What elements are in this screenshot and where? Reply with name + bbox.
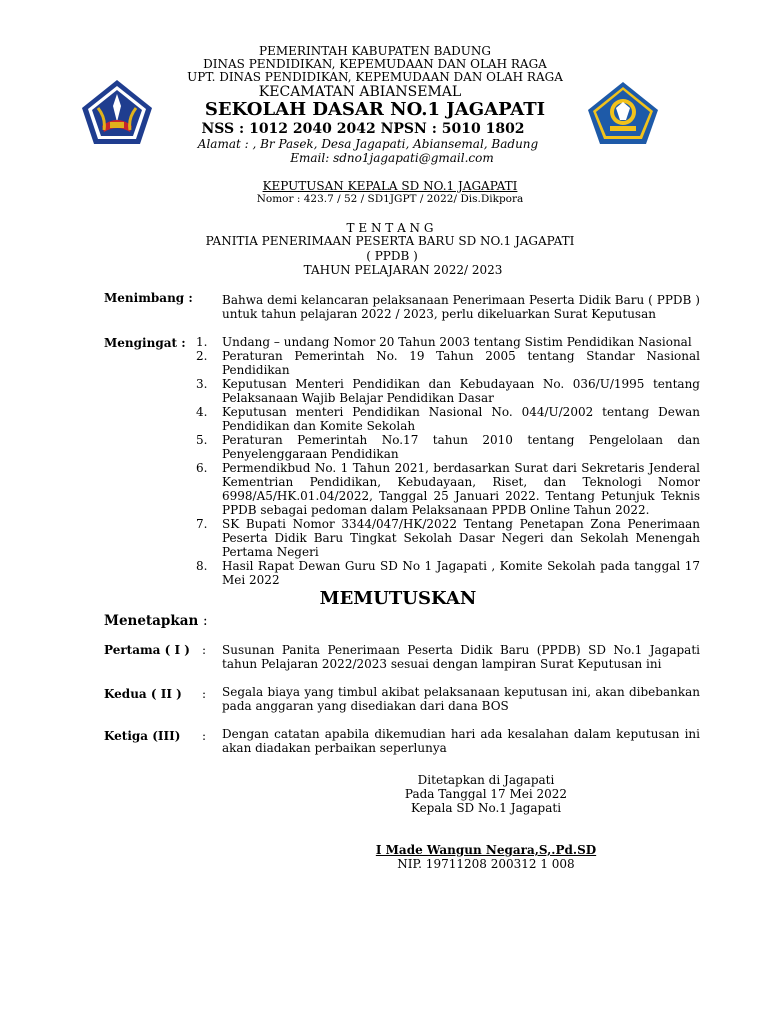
list-item: SK Bupati Nomor 3344/047/HK/2022 Tentang Penetapan Zona Penerimaan Peserta Didik Baru Tingkat Sekolah Dasar Negeri dan Sekolah Menengah Pertama Negeri [222,517,700,559]
decision-colon: : [202,643,207,657]
list-item: Keputusan Menteri Pendidikan dan Kebudayaan No. 036/U/1995 tentang Pelaksanaan Wajib Belajar Pendidikan Dasar [222,377,700,405]
list-item-number: 1. [196,335,208,349]
menimbang-text: Bahwa demi kelancaran pelaksanaan Penerimaan Peserta Didik Baru ( PPDB ) untuk tahun pelajaran 2022 / 2023, perlu dikeluarkan Surat Keputusan [222,293,700,321]
list-item: Keputusan menteri Pendidikan Nasional No. 044/U/2002 tentang Dewan Pendidikan dan Komite Sekolah [222,405,700,433]
decision-label: Pertama ( I ) [104,643,190,657]
list-item: Peraturan Pemerintah No. 19 Tahun 2005 tentang Standar Nasional Pendidikan [222,349,700,377]
decree-title: KEPUTUSAN KEPALA SD NO.1 JAGAPATI [262,179,518,193]
header-government: PEMERINTAH KABUPATEN BADUNG [259,44,491,58]
school-ids: NSS : 1012 2040 2042 NPSN : 5010 1802 [201,121,525,137]
list-item-number: 7. [196,517,208,531]
decree-subject-2: ( PPDB ) [366,249,418,263]
decision-text: Segala biaya yang timbul akibat pelaksanaan keputusan ini, akan dibebankan pada anggaran yang disediakan dari dana BOS [222,685,700,713]
decision-colon: : [202,729,207,743]
signatory-name: I Made Wangun Negara,S,.Pd.SD [375,843,597,857]
mengingat-label: Mengingat : [104,336,186,350]
list-item-number: 5. [196,433,208,447]
list-item-number: 4. [196,405,208,419]
list-item: Permendikbud No. 1 Tahun 2021, berdasarkan Surat dari Sekretaris Jenderal Kementrian Pendidikan, Kebudayaan, Riset, dan Teknologi Nomor 6998/A5/HK.01.04/2022, Tanggal 25 Januari 2022. Tentang Petunjuk Teknis PPDB sebagai pedoman dalam Pelaksanaan PPDB Online Tahun 2022. [222,461,700,517]
decision-label: Ketiga (III) [104,729,181,743]
decree-subject-1: PANITIA PENERIMAAN PESERTA BARU SD NO.1 JAGAPATI [205,234,575,248]
decision-label: Kedua ( II ) [104,687,182,701]
decree-about: T E N T A N G [346,221,434,235]
signatory-nip: NIP. 19711208 200312 1 008 [397,857,575,871]
decision-colon: : [202,687,207,701]
school-name: SEKOLAH DASAR NO.1 JAGAPATI [204,99,546,120]
school-address: Alamat : , Br Pasek, Desa Jagapati, Abiansemal, Badung [197,137,539,151]
school-email: Email: sdno1jagapati@gmail.com [290,151,494,165]
signature-date: Pada Tanggal 17 Mei 2022 [404,787,568,801]
header-upt: UPT. DINAS PENDIDIKAN, KEPEMUDAAN DAN OLAH RAGA [187,70,563,84]
menimbang-label: Menimbang : [104,291,193,305]
signature-position: Kepala SD No.1 Jagapati [410,801,562,815]
list-item-number: 8. [196,559,208,573]
list-item: Hasil Rapat Dewan Guru SD No 1 Jagapati , Komite Sekolah pada tanggal 17 Mei 2022 [222,559,700,587]
list-item: Undang – undang Nomor 20 Tahun 2003 tentang Sistim Pendidikan Nasional [222,335,692,349]
list-item-number: 3. [196,377,208,391]
decision-text: Dengan catatan apabila dikemudian hari ada kesalahan dalam keputusan ini akan diadakan perbaikan seperlunya [222,727,700,755]
list-item: Peraturan Pemerintah No.17 tahun 2010 tentang Pengelolaan dan Penyelenggaraan Pendidikan [222,433,700,461]
header-district: KECAMATAN ABIANSEMAL [258,84,462,100]
signature-place: Ditetapkan di Jagapati [417,773,555,787]
decree-subject-3: TAHUN PELAJARAN 2022/ 2023 [303,263,503,277]
list-item-number: 6. [196,461,208,475]
list-item-number: 2. [196,349,208,363]
decision-text: Susunan Panita Penerimaan Peserta Didik Baru (PPDB) SD No.1 Jagapati tahun Pelajaran 2022/2023 sesuai dengan lampiran Surat Keputusan ini [222,643,700,671]
decree-number: Nomor : 423.7 / 52 / SD1JGPT / 2022/ Dis.Dikpora [256,193,524,205]
header-department: DINAS PENDIDIKAN, KEPEMUDAAN DAN OLAH RAGA [203,57,547,71]
menetapkan-label: Menetapkan : [104,613,208,629]
memutuskan-heading: MEMUTUSKAN [319,588,477,609]
